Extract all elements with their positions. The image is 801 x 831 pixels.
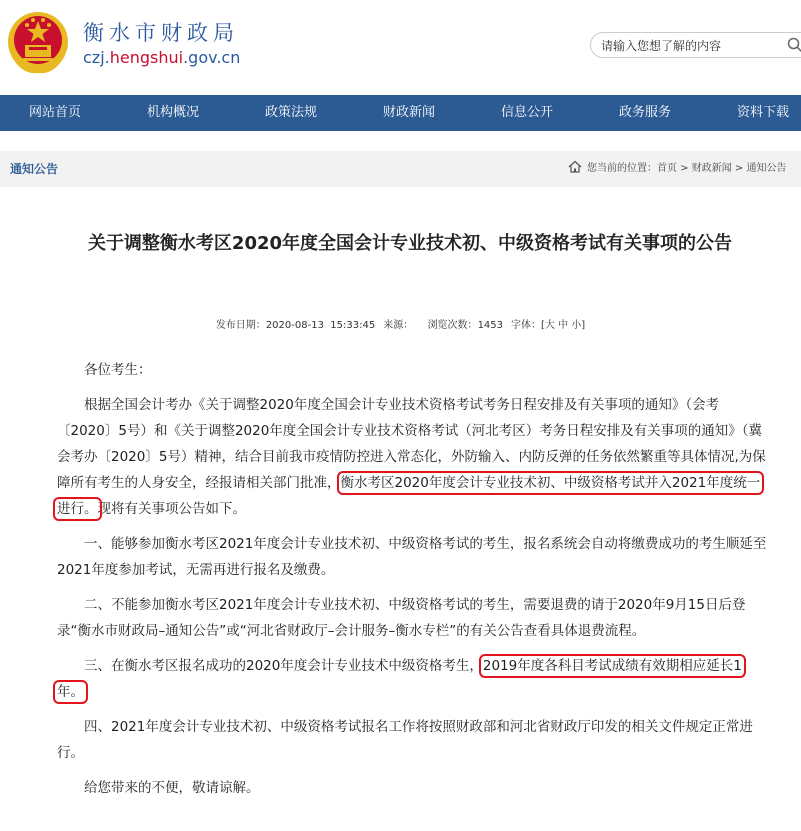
article-title: 关于调整衡水考区2020年度全国会计专业技术初、中级资格考试有关事项的公告 <box>87 233 733 254</box>
nav-item-policy[interactable]: 政策法规 <box>264 105 317 120</box>
font-size-control <box>511 320 585 331</box>
paragraph-item-4: 四、2021年度会计专业技术初、中级资格考试报名工作将按照财政部和河北省财政厅印发的相关文件规定正常进行。 <box>57 719 753 761</box>
paragraph-item-1: 一、能够参加衡水考区2021年度会计专业技术初、中级资格考试的考生，报名系统会自动将缴费成功的考生顺延至2021年度参加考试，无需再进行报名及缴费。 <box>57 536 767 578</box>
publish-date-value: 2020-08-13 15:33:45 <box>265 320 376 331</box>
search-box <box>590 32 801 58</box>
article-body <box>57 357 767 801</box>
highlight-exam-merge: 衡水考区2020年度会计专业技术初、中级资格考试并入2021年度统一进行。 <box>57 475 761 517</box>
nav-item-services[interactable]: 政务服务 <box>618 105 671 120</box>
article-meta <box>0 316 801 331</box>
paragraph-item-3-text: 三、在衡水考区报名成功的2020年度会计专业技术中级资格考生， <box>84 658 483 674</box>
view-count-value: 1453 <box>477 320 504 331</box>
section-bar <box>0 151 801 187</box>
font-size-options[interactable]: [大 中 小] <box>541 320 586 331</box>
paragraph-intro-tail: 现将有关事项公告如下。 <box>97 501 246 517</box>
site-header <box>0 0 801 95</box>
search-icon[interactable] <box>787 37 801 53</box>
section-title: 通知公告 <box>10 162 59 176</box>
greeting: 各位考生： <box>84 362 152 378</box>
nav-item-news[interactable]: 财政新闻 <box>382 105 435 120</box>
paragraph-closing: 给您带来的不便，敬请谅解。 <box>84 780 260 796</box>
nav-item-organization[interactable]: 机构概况 <box>146 105 199 120</box>
source-label: 来源： <box>383 320 414 331</box>
breadcrumb <box>568 151 786 187</box>
national-emblem-icon <box>3 5 73 77</box>
font-size-label: 字体： <box>511 320 542 331</box>
source <box>383 320 413 331</box>
search-input[interactable] <box>599 36 783 56</box>
view-count <box>428 320 503 331</box>
home-icon <box>568 160 582 173</box>
domain-prefix: czj. <box>83 48 110 67</box>
publish-date-label: 发布日期： <box>215 320 266 331</box>
breadcrumb-text[interactable]: 您当前的位置：首页 > 财政新闻 > 通知公告 <box>587 163 787 174</box>
view-count-label: 浏览次数： <box>427 320 478 331</box>
publish-date <box>216 320 375 331</box>
site-domain <box>83 48 240 67</box>
nav-item-disclosure[interactable]: 信息公开 <box>500 105 553 120</box>
domain-suffix: .gov.cn <box>183 48 241 67</box>
paragraph-item-2: 二、不能参加衡水考区2021年度会计专业技术初、中级资格考试的考生，需要退费的请于2020年9月15日后登录“衡水市财政局–通知公告”或“河北省财政厅–会计服务–衡水专栏”的有关公告查看具体退费流程。 <box>57 597 746 639</box>
paragraph-intro <box>57 392 767 522</box>
highlight-score-extension: 2019年度各科目考试成绩有效期相应延长1年。 <box>57 658 742 700</box>
nav-item-home[interactable]: 网站首页 <box>28 105 81 120</box>
paragraph-item-3 <box>57 653 767 705</box>
domain-highlight: hengshui <box>109 48 184 67</box>
paragraph-intro-text: 根据全国会计考办《关于调整2020年度全国会计专业技术资格考试考务日程安排及有关事项的通知》（会考〔2020〕5号）和《关于调整2020年度全国会计专业技术资格考试（河北考区）考务日程安排及有关事项的通知》（冀会考办〔2020〕5号）精神，结合目前我市疫情防控进入常态化，外防输入、内防反弹的任务依然繁重等具体情况,为保障所有考生的人身安全，经报请相关部门批准， <box>57 397 766 491</box>
main-nav <box>0 95 801 131</box>
nav-item-downloads[interactable]: 资料下载 <box>736 105 789 120</box>
site-title: 衡水市财政局 <box>83 21 239 45</box>
